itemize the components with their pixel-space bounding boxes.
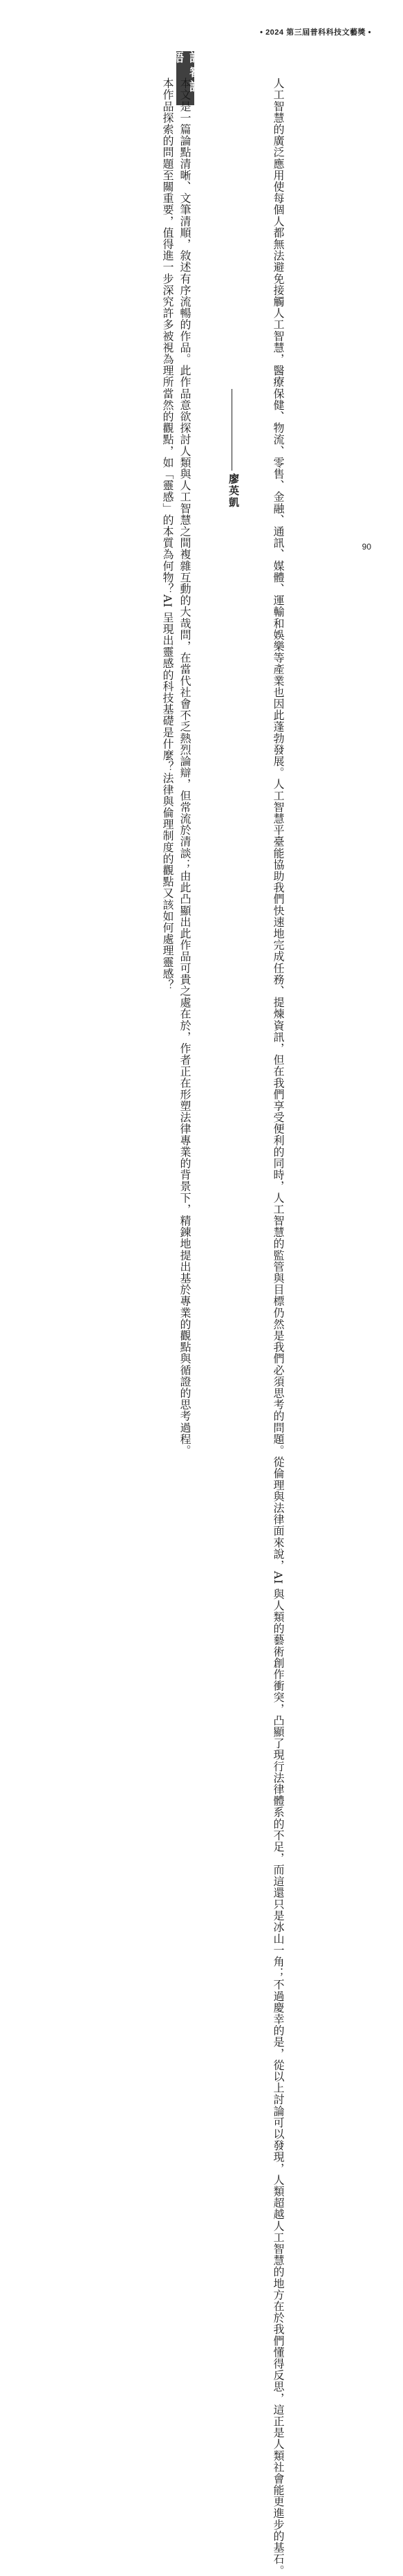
running-header: • 2024 第三屆普科科技文藝獎 •: [260, 28, 371, 37]
review-comments: [159, 66, 194, 1456]
reviewer-name: 廖英凱: [227, 473, 240, 509]
review-paragraph-2: 本作品探索的問題至關重要，值得進一步深究許多被視為理所當然的觀點，如「靈感」的本質為何物？AI 呈現出靈感的科技基礎是什麼？法律與倫理制度的觀點又該如何處理靈感？: [161, 78, 174, 991]
review-paragraph-1: 本文是一篇論點清晰、文筆清順，敘述有序流暢的作品。此作品意欲探討人類與人工智慧之間複雜互動的大哉問，在當代社會不乏熱烈論辯，但常流於清談；由此凸顯出此作品可貴之處在於，作者正在形塑法律專業的背景下，精鍊地提出基於專業的觀點與循證的思考過程。: [178, 78, 191, 1456]
page-number: 90: [362, 542, 371, 552]
review-section-tag: 評審評語: [176, 51, 194, 105]
essay-paragraph: 人工智慧的廣泛應用使每個人都無法避免接觸人工智慧，醫療保健、物流、零售、金融、通訊、媒體、運輸和娛樂等產業也因此蓬勃發展。人工智慧平臺能協助我們快速地完成任務、提煉資訊，但在我們享受便利的同時，人工智慧的監管與目標仍然是我們必須思考的問題。從倫理與法律面來說，AI 與人類的藝術創作衝突，凸顯了現行法律體系的不足，而這還只是冰山一角；不過慶幸的是，從以上討論可以發現，人類超越人工智慧的地方在於我們懂得反思，這正是人類社會能更進步的基石。: [272, 78, 285, 2576]
essay-conclusion: [270, 66, 287, 2576]
